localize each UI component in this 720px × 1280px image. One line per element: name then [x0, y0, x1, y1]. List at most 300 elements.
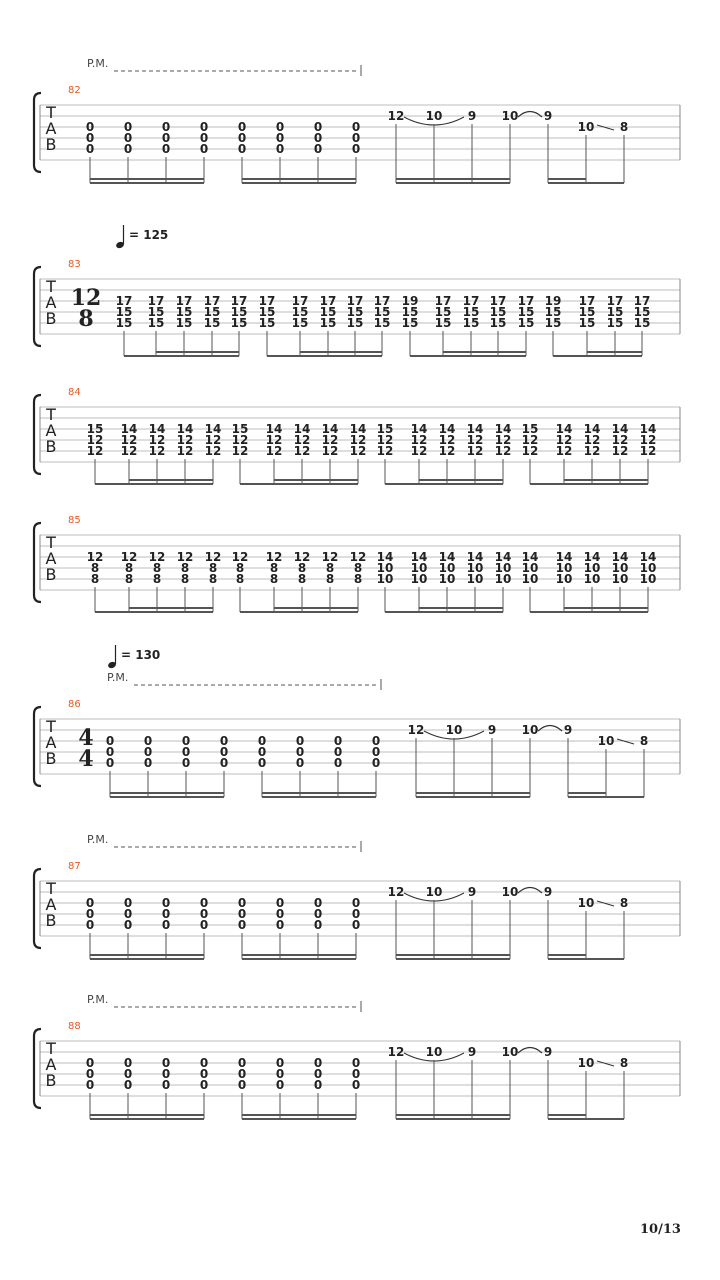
fret-number: 0: [199, 1056, 209, 1070]
fret-number: 12: [321, 433, 339, 447]
fret-number: 0: [333, 745, 343, 759]
tab-letter-b: B: [45, 911, 57, 930]
fret-number: 12: [466, 433, 484, 447]
fret-number: 12: [293, 433, 311, 447]
fret-number: 12: [321, 444, 339, 458]
fret-number: 8: [235, 572, 245, 586]
fret-number: 8: [353, 561, 363, 575]
fret-number: 0: [161, 907, 171, 921]
fret-number: 12: [376, 444, 394, 458]
fret-number: 8: [152, 572, 162, 586]
fret-number: 0: [351, 907, 361, 921]
fret-number: 0: [295, 756, 305, 770]
fret-number: 0: [161, 120, 171, 134]
tab-letter-t: T: [46, 277, 56, 296]
fret-number: 8: [208, 561, 218, 575]
fret-number: 9: [467, 885, 477, 899]
fret-number: 17: [319, 294, 337, 308]
time-sig-top: 12: [70, 285, 102, 311]
fret-number: 0: [275, 142, 285, 156]
tab-letter-b: B: [45, 135, 57, 154]
fret-number: 12: [521, 444, 539, 458]
fret-number: 0: [351, 896, 361, 910]
fret-number: 14: [410, 422, 428, 436]
fret-number: 14: [204, 422, 222, 436]
fret-number: 14: [148, 422, 166, 436]
fret-number: 15: [401, 305, 419, 319]
fret-number: 12: [387, 885, 405, 899]
fret-number: 17: [346, 294, 364, 308]
palm-mute-label: P.M.: [87, 57, 109, 70]
fret-number: 10: [376, 561, 394, 575]
measure-number: 86: [68, 699, 81, 710]
fret-number: 0: [123, 1056, 133, 1070]
fret-number: 14: [521, 550, 539, 564]
fret-number: 12: [86, 550, 104, 564]
fret-number: 15: [203, 305, 221, 319]
fret-number: 12: [148, 444, 166, 458]
fret-number: 8: [619, 1056, 629, 1070]
fret-number: 8: [235, 561, 245, 575]
palm-mute-label: P.M.: [87, 993, 109, 1006]
fret-number: 0: [257, 734, 267, 748]
fret-number: 15: [346, 316, 364, 330]
fret-number: 0: [181, 734, 191, 748]
fret-number: 0: [161, 896, 171, 910]
fret-number: 0: [143, 756, 153, 770]
fret-number: 0: [333, 756, 343, 770]
fret-number: 0: [181, 745, 191, 759]
fret-number: 8: [325, 561, 335, 575]
tab-letter-a: A: [45, 895, 57, 914]
fret-number: 12: [639, 433, 657, 447]
fret-number: 0: [123, 918, 133, 932]
fret-number: 15: [434, 316, 452, 330]
fret-number: 8: [90, 561, 100, 575]
fret-number: 0: [85, 1078, 95, 1092]
fret-number: 14: [555, 422, 573, 436]
fret-number: 15: [517, 305, 535, 319]
tab-letter-b: B: [45, 437, 57, 456]
fret-number: 0: [313, 1067, 323, 1081]
fret-number: 0: [161, 1056, 171, 1070]
fret-number: 10: [521, 561, 539, 575]
fret-number: 15: [373, 316, 391, 330]
fret-number: 10: [639, 561, 657, 575]
fret-number: 0: [199, 120, 209, 134]
fret-number: 15: [489, 316, 507, 330]
fret-number: 0: [371, 745, 381, 759]
fret-number: 10: [501, 1045, 519, 1059]
fret-number: 0: [371, 756, 381, 770]
fret-number: 9: [563, 723, 573, 737]
time-sig-bottom: 8: [78, 306, 94, 332]
fret-number: 0: [237, 907, 247, 921]
tab-letter-b: B: [45, 749, 57, 768]
fret-number: 0: [161, 142, 171, 156]
tab-system-85: [34, 515, 680, 612]
fret-number: 12: [387, 109, 405, 123]
fret-number: 12: [265, 444, 283, 458]
fret-number: 10: [410, 572, 428, 586]
fret-number: 14: [583, 422, 601, 436]
fret-number: 0: [199, 142, 209, 156]
tab-letter-a: A: [45, 733, 57, 752]
fret-number: 12: [293, 444, 311, 458]
fret-number: 10: [425, 885, 443, 899]
fret-number: 15: [203, 316, 221, 330]
fret-number: 15: [175, 305, 193, 319]
tab-letter-t: T: [46, 405, 56, 424]
fret-number: 0: [237, 131, 247, 145]
tab-letter-t: T: [46, 103, 56, 122]
fret-number: 14: [466, 550, 484, 564]
fret-number: 0: [85, 896, 95, 910]
tab-letter-a: A: [45, 119, 57, 138]
fret-number: 10: [466, 561, 484, 575]
fret-number: 0: [237, 120, 247, 134]
tab-letter-t: T: [46, 1039, 56, 1058]
fret-number: 9: [543, 885, 553, 899]
tab-letter-a: A: [45, 1055, 57, 1074]
fret-number: 14: [611, 422, 629, 436]
measure-number: 85: [68, 515, 81, 526]
fret-number: 0: [257, 745, 267, 759]
tab-system-84: [34, 387, 680, 484]
fret-number: 0: [313, 120, 323, 134]
fret-number: 12: [407, 723, 425, 737]
fret-number: 9: [487, 723, 497, 737]
tempo-marking: = 130: [121, 648, 161, 662]
fret-number: 10: [494, 572, 512, 586]
fret-number: 17: [434, 294, 452, 308]
fret-number: 15: [230, 316, 248, 330]
fret-number: 0: [275, 1078, 285, 1092]
tab-letter-t: T: [46, 717, 56, 736]
fret-number: 8: [619, 896, 629, 910]
measure-number: 82: [68, 85, 81, 96]
fret-number: 15: [521, 422, 539, 436]
fret-number: 12: [321, 550, 339, 564]
fret-number: 12: [387, 1045, 405, 1059]
time-sig-bottom: 4: [78, 746, 94, 772]
fret-number: 8: [124, 561, 134, 575]
fret-number: 0: [199, 131, 209, 145]
fret-number: 0: [85, 131, 95, 145]
fret-number: 0: [275, 907, 285, 921]
fret-number: 15: [147, 316, 165, 330]
fret-number: 15: [291, 305, 309, 319]
fret-number: 0: [313, 1078, 323, 1092]
fret-number: 9: [543, 1045, 553, 1059]
fret-number: 12: [555, 433, 573, 447]
fret-number: 0: [105, 756, 115, 770]
fret-number: 15: [401, 316, 419, 330]
fret-number: 15: [578, 316, 596, 330]
fret-number: 12: [349, 444, 367, 458]
fret-number: 12: [293, 550, 311, 564]
fret-number: 14: [494, 422, 512, 436]
measure-number: 88: [68, 1021, 81, 1032]
tab-letter-a: A: [45, 421, 57, 440]
fret-number: 17: [258, 294, 276, 308]
fret-number: 15: [462, 305, 480, 319]
fret-number: 14: [494, 550, 512, 564]
fret-number: 10: [577, 1056, 595, 1070]
fret-number: 0: [351, 1067, 361, 1081]
fret-number: 12: [583, 444, 601, 458]
fret-number: 12: [148, 550, 166, 564]
fret-number: 0: [333, 734, 343, 748]
fret-number: 15: [86, 422, 104, 436]
tab-system-82: [34, 57, 680, 183]
fret-number: 10: [555, 572, 573, 586]
fret-number: 12: [176, 444, 194, 458]
fret-number: 10: [466, 572, 484, 586]
fret-number: 8: [639, 734, 649, 748]
fret-number: 12: [639, 444, 657, 458]
fret-number: 0: [161, 1067, 171, 1081]
fret-number: 12: [176, 550, 194, 564]
fret-number: 0: [351, 142, 361, 156]
fret-number: 17: [230, 294, 248, 308]
fret-number: 12: [231, 550, 249, 564]
fret-number: 9: [467, 109, 477, 123]
fret-number: 0: [275, 1056, 285, 1070]
fret-number: 9: [543, 109, 553, 123]
fret-number: 14: [611, 550, 629, 564]
fret-number: 0: [85, 918, 95, 932]
fret-number: 0: [143, 745, 153, 759]
fret-number: 0: [237, 896, 247, 910]
fret-number: 10: [501, 885, 519, 899]
fret-number: 0: [275, 1067, 285, 1081]
tempo-marking: = 125: [129, 228, 169, 242]
fret-number: 8: [269, 561, 279, 575]
tab-letter-b: B: [45, 1071, 57, 1090]
fret-number: 15: [115, 305, 133, 319]
fret-number: 10: [376, 572, 394, 586]
fret-number: 14: [583, 550, 601, 564]
fret-number: 8: [297, 561, 307, 575]
palm-mute-label: P.M.: [107, 671, 129, 684]
fret-number: 19: [401, 294, 419, 308]
fret-number: 10: [521, 572, 539, 586]
fret-number: 0: [351, 131, 361, 145]
riff-shifted: [106, 723, 648, 797]
fret-number: 15: [633, 316, 651, 330]
fret-number: 0: [123, 1067, 133, 1081]
fret-number: 12: [265, 550, 283, 564]
fret-number: 12: [410, 444, 428, 458]
fret-number: 12: [438, 444, 456, 458]
fret-number: 10: [501, 109, 519, 123]
tab-system-86: [34, 645, 680, 797]
fret-number: 0: [237, 918, 247, 932]
fret-number: 15: [230, 305, 248, 319]
fret-number: 0: [275, 120, 285, 134]
tab-letter-t: T: [46, 879, 56, 898]
fret-number: 12: [204, 444, 222, 458]
fret-number: 8: [353, 572, 363, 586]
fret-number: 0: [313, 1056, 323, 1070]
fret-number: 15: [517, 316, 535, 330]
fret-number: 8: [90, 572, 100, 586]
fret-number: 10: [425, 109, 443, 123]
measure-number: 83: [68, 259, 81, 270]
fret-number: 15: [606, 316, 624, 330]
fret-number: 12: [120, 444, 138, 458]
fret-number: 0: [199, 1067, 209, 1081]
fret-number: 10: [639, 572, 657, 586]
fret-number: 15: [231, 422, 249, 436]
fret-number: 14: [639, 422, 657, 436]
fret-number: 15: [544, 305, 562, 319]
fret-number: 14: [321, 422, 339, 436]
fret-number: 0: [275, 896, 285, 910]
fret-number: 10: [577, 120, 595, 134]
fret-number: 0: [237, 1056, 247, 1070]
fret-number: 12: [204, 550, 222, 564]
fret-number: 12: [611, 444, 629, 458]
tab-system-83: [34, 225, 680, 356]
fret-number: 0: [199, 896, 209, 910]
fret-number: 0: [123, 131, 133, 145]
fret-number: 17: [633, 294, 651, 308]
fret-number: 10: [521, 723, 539, 737]
fret-number: 9: [467, 1045, 477, 1059]
fret-number: 0: [219, 756, 229, 770]
fret-number: 8: [180, 561, 190, 575]
fret-number: 0: [123, 120, 133, 134]
fret-number: 17: [203, 294, 221, 308]
fret-number: 12: [349, 550, 367, 564]
fret-number: 10: [577, 896, 595, 910]
fret-number: 15: [258, 316, 276, 330]
fret-number: 0: [237, 1078, 247, 1092]
fret-number: 12: [231, 444, 249, 458]
tab-letter-b: B: [45, 565, 57, 584]
fret-number: 15: [319, 305, 337, 319]
fret-number: 10: [425, 1045, 443, 1059]
fret-number: 8: [325, 572, 335, 586]
fret-number: 15: [147, 305, 165, 319]
fret-number: 12: [583, 433, 601, 447]
fret-number: 14: [438, 550, 456, 564]
fret-number: 19: [544, 294, 562, 308]
fret-number: 14: [466, 422, 484, 436]
fret-number: 17: [147, 294, 165, 308]
time-sig-top: 4: [78, 725, 94, 751]
fret-number: 0: [313, 131, 323, 145]
fret-number: 12: [86, 433, 104, 447]
fret-number: 0: [313, 896, 323, 910]
fret-number: 12: [204, 433, 222, 447]
fret-number: 15: [291, 316, 309, 330]
fret-number: 10: [611, 561, 629, 575]
fret-number: 17: [517, 294, 535, 308]
fret-number: 17: [373, 294, 391, 308]
fret-number: 14: [265, 422, 283, 436]
fret-number: 15: [434, 305, 452, 319]
tab-system-87: [34, 833, 680, 959]
fret-number: 15: [633, 305, 651, 319]
fret-number: 0: [313, 907, 323, 921]
fret-number: 8: [152, 561, 162, 575]
fret-number: 15: [376, 422, 394, 436]
fret-number: 10: [583, 572, 601, 586]
measure-number: 84: [68, 387, 81, 398]
fret-number: 0: [143, 734, 153, 748]
fret-number: 10: [438, 561, 456, 575]
fret-number: 12: [176, 433, 194, 447]
fret-number: 12: [521, 433, 539, 447]
fret-number: 0: [161, 1078, 171, 1092]
fret-number: 0: [351, 918, 361, 932]
fret-number: 8: [269, 572, 279, 586]
fret-number: 0: [351, 1078, 361, 1092]
fret-number: 15: [578, 305, 596, 319]
tab-letter-a: A: [45, 549, 57, 568]
fret-number: 12: [438, 433, 456, 447]
fret-number: 12: [349, 433, 367, 447]
fret-number: 0: [351, 1056, 361, 1070]
fret-number: 14: [293, 422, 311, 436]
fret-number: 12: [494, 444, 512, 458]
fret-number: 15: [319, 316, 337, 330]
fret-number: 8: [208, 572, 218, 586]
fret-number: 10: [445, 723, 463, 737]
fret-number: 15: [606, 305, 624, 319]
fret-number: 15: [462, 316, 480, 330]
fret-number: 0: [85, 1056, 95, 1070]
fret-number: 8: [124, 572, 134, 586]
fret-number: 10: [494, 561, 512, 575]
fret-number: 12: [86, 444, 104, 458]
fret-number: 8: [297, 572, 307, 586]
fret-number: 14: [176, 422, 194, 436]
tab-letter-b: B: [45, 309, 57, 328]
fret-number: 0: [123, 142, 133, 156]
fret-number: 17: [489, 294, 507, 308]
fret-number: 0: [85, 907, 95, 921]
fret-number: 0: [85, 120, 95, 134]
fret-number: 0: [257, 756, 267, 770]
fret-number: 12: [265, 433, 283, 447]
fret-number: 0: [85, 1067, 95, 1081]
fret-number: 12: [611, 433, 629, 447]
fret-number: 0: [295, 745, 305, 759]
tab-system-88: [34, 993, 680, 1119]
fret-number: 8: [619, 120, 629, 134]
palm-mute-label: P.M.: [87, 833, 109, 846]
fret-number: 17: [115, 294, 133, 308]
page-number: 10/13: [640, 1222, 681, 1237]
fret-number: 0: [219, 734, 229, 748]
fret-number: 0: [161, 918, 171, 932]
fret-number: 15: [175, 316, 193, 330]
fret-number: 12: [231, 433, 249, 447]
fret-number: 0: [199, 918, 209, 932]
fret-number: 0: [123, 1078, 133, 1092]
fret-number: 14: [410, 550, 428, 564]
fret-number: 0: [313, 918, 323, 932]
fret-number: 0: [351, 120, 361, 134]
fret-number: 0: [105, 734, 115, 748]
fret-number: 10: [410, 561, 428, 575]
fret-number: 15: [258, 305, 276, 319]
fret-number: 15: [544, 316, 562, 330]
